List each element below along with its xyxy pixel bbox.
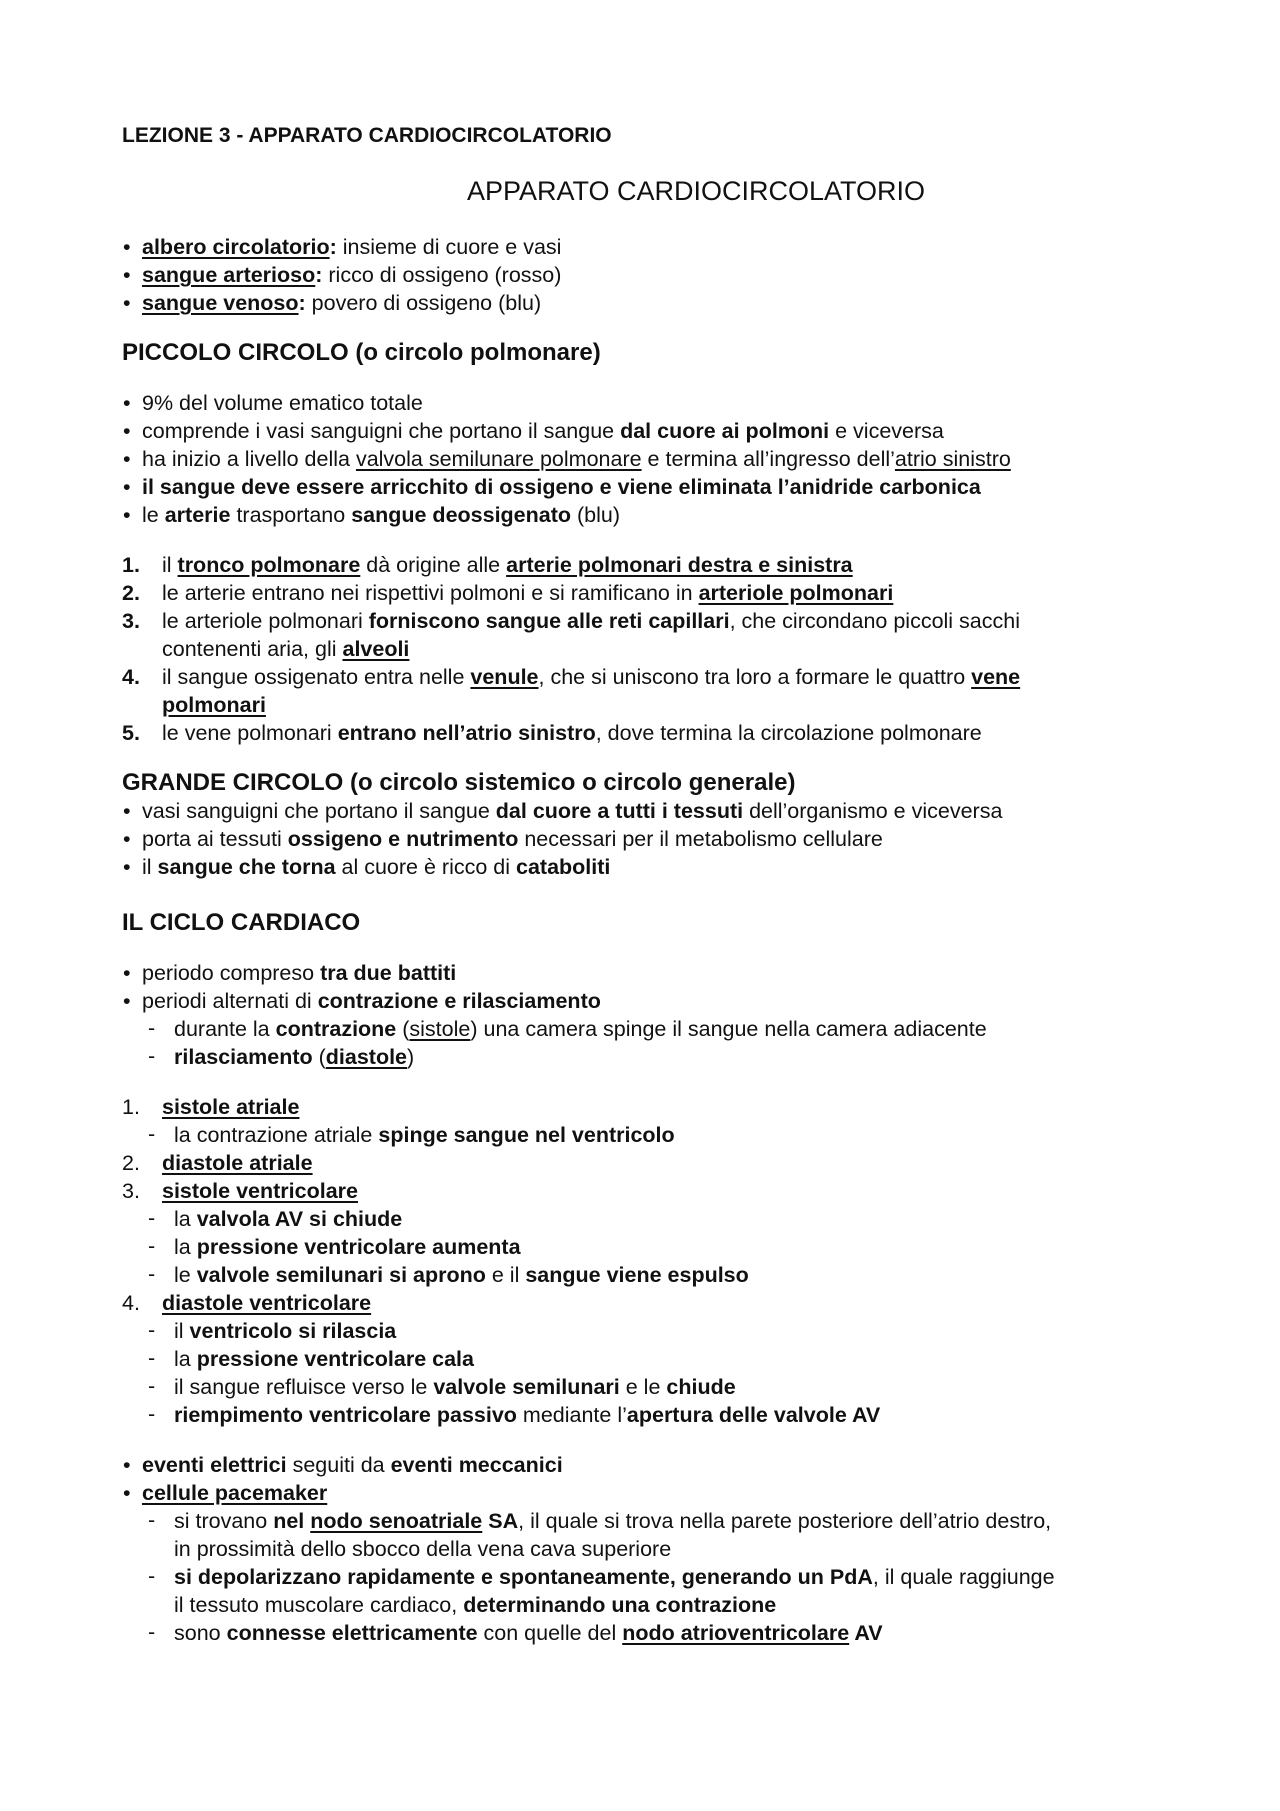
list-item: • periodi alternati di contrazione e rilasciamento xyxy=(122,987,1180,1015)
sub-list-item: - il sangue refluisce verso le valvole semilunari e le chiude xyxy=(122,1373,1180,1401)
sub-list-item: - sono connesse elettricamente con quelle del nodo atrioventricolare AV xyxy=(122,1619,1180,1647)
list-item: 1. il tronco polmonare dà origine alle arterie polmonari destra e sinistra xyxy=(122,553,853,577)
sub-list-item: - rilasciamento (diastole) xyxy=(122,1043,1180,1071)
piccolo-steps xyxy=(122,551,1180,747)
section-heading-grande-circolo: GRANDE CIRCOLO (o circolo sistemico o circolo generale) xyxy=(122,769,796,796)
ciclo-phases xyxy=(122,1093,1180,1429)
sub-list-item-continuation: il tessuto muscolare cardiaco, determinando una contrazione xyxy=(174,1593,777,1617)
list-item: • periodo compreso tra due battiti xyxy=(122,959,1180,987)
list-item: 4. diastole ventricolare xyxy=(122,1291,372,1315)
list-item: • cellule pacemaker xyxy=(122,1479,1180,1507)
list-item: • 9% del volume ematico totale xyxy=(122,389,1180,417)
sub-list-item: - riempimento ventricolare passivo mediante l’apertura delle valvole AV xyxy=(122,1401,1180,1429)
sub-list-item: - si depolarizzano rapidamente e spontaneamente, generando un PdA, il quale raggiunge xyxy=(122,1563,1180,1591)
sub-list-item: - il ventricolo si rilascia xyxy=(122,1317,1180,1345)
list-item: • albero circolatorio: insieme di cuore e vasi xyxy=(122,233,1180,261)
list-item: • il sangue deve essere arricchito di ossigeno e viene eliminata l’anidride carbonica xyxy=(122,473,1180,501)
list-item-continuation: polmonari xyxy=(162,693,266,717)
list-item: • il sangue che torna al cuore è ricco di cataboliti xyxy=(122,853,1180,881)
sub-list-item: - la valvola AV si chiude xyxy=(122,1205,1180,1233)
ciclo-electrical xyxy=(122,1451,1180,1647)
list-item: • le arterie trasportano sangue deossigenato (blu) xyxy=(122,501,1180,529)
list-item: • eventi elettrici seguiti da eventi meccanici xyxy=(122,1451,1180,1479)
list-item: • sangue arterioso: ricco di ossigeno (rosso) xyxy=(122,261,1180,289)
ciclo-bullets xyxy=(122,959,1180,1071)
list-item: 3. sistole ventricolare xyxy=(122,1179,358,1203)
list-item: 2. diastole atriale xyxy=(122,1151,313,1175)
sub-list-item: - la pressione ventricolare cala xyxy=(122,1345,1180,1373)
sub-list-item: - durante la contrazione (sistole) una camera spinge il sangue nella camera adiacente xyxy=(122,1015,1180,1043)
section-heading-ciclo-cardiaco: IL CICLO CARDIACO xyxy=(122,909,361,936)
list-item: 1. sistole atriale xyxy=(122,1095,300,1119)
list-item: 3. le arteriole polmonari forniscono sangue alle reti capillari, che circondano piccoli sacchi xyxy=(122,609,1020,633)
grande-bullets xyxy=(122,797,1180,881)
list-item: 5. le vene polmonari entrano nell’atrio sinistro, dove termina la circolazione polmonare xyxy=(122,721,982,745)
list-item: • porta ai tessuti ossigeno e nutrimento necessari per il metabolismo cellulare xyxy=(122,825,1180,853)
list-item: • comprende i vasi sanguigni che portano il sangue dal cuore ai polmoni e viceversa xyxy=(122,417,1180,445)
document-title: APPARATO CARDIOCIRCOLATORIO xyxy=(466,176,926,206)
list-item: 4. il sangue ossigenato entra nelle venule, che si uniscono tra loro a formare le quattro vene xyxy=(122,665,1021,689)
lesson-title: LEZIONE 3 - APPARATO CARDIOCIRCOLATORIO xyxy=(122,124,612,147)
sub-list-item-continuation: in prossimità dello sbocco della vena cava superiore xyxy=(174,1537,672,1561)
intro-definitions xyxy=(122,233,1180,317)
list-item: • ha inizio a livello della valvola semilunare polmonare e termina all’ingresso dell’atrio sinistro xyxy=(122,445,1180,473)
piccolo-bullets xyxy=(122,389,1180,529)
list-item: 2. le arterie entrano nei rispettivi polmoni e si ramificano in arteriole polmonari xyxy=(122,581,894,605)
sub-list-item: - la contrazione atriale spinge sangue nel ventricolo xyxy=(122,1121,1180,1149)
list-item-continuation: contenenti aria, gli alveoli xyxy=(162,637,410,661)
sub-list-item: - le valvole semilunari si aprono e il sangue viene espulso xyxy=(122,1261,1180,1289)
sub-list-item: - la pressione ventricolare aumenta xyxy=(122,1233,1180,1261)
section-heading-piccolo-circolo: PICCOLO CIRCOLO (o circolo polmonare) xyxy=(122,339,601,366)
sub-list-item: - si trovano nel nodo senoatriale SA, il quale si trova nella parete posteriore dell’atrio destro, xyxy=(122,1507,1180,1535)
list-item: • sangue venoso: povero di ossigeno (blu) xyxy=(122,289,1180,317)
list-item: • vasi sanguigni che portano il sangue dal cuore a tutti i tessuti dell’organismo e viceversa xyxy=(122,797,1180,825)
